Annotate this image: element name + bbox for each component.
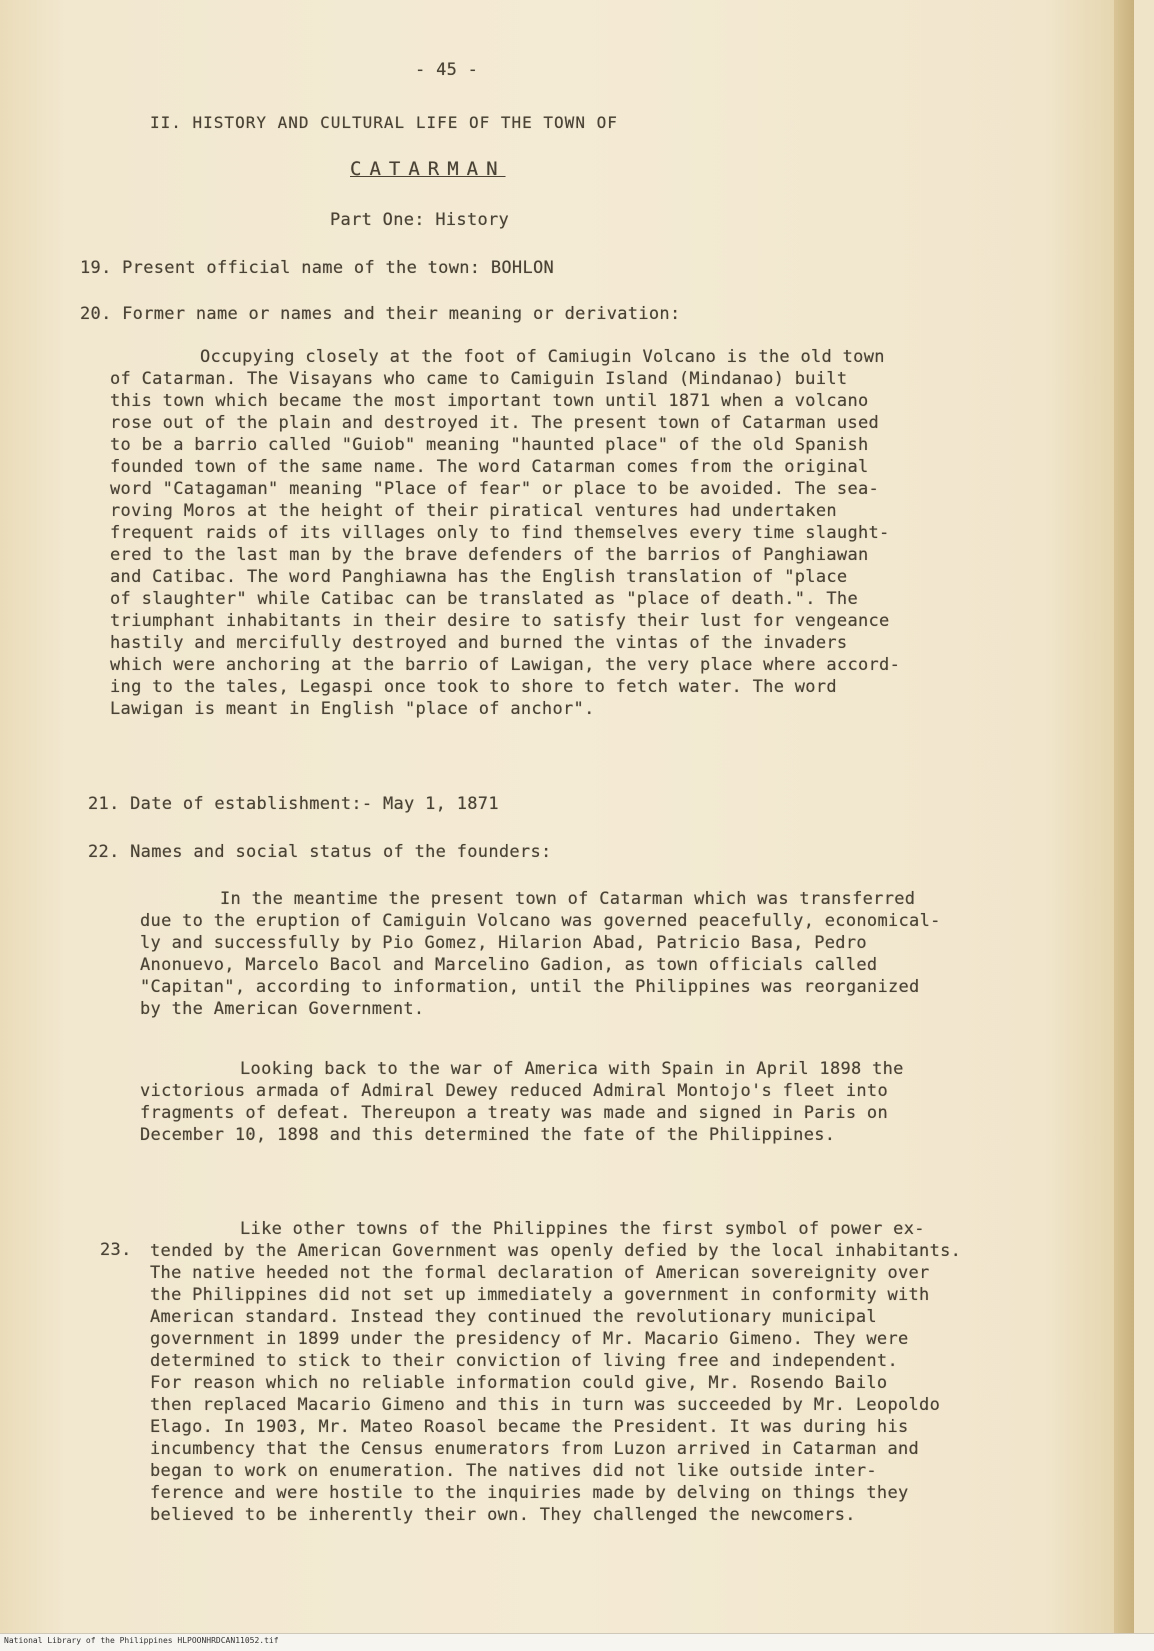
page-number: - 45 - bbox=[415, 60, 479, 80]
paragraph-line: December 10, 1898 and this determined the fate of the Philippines. bbox=[140, 1125, 836, 1145]
paragraph-line: determined to stick to their conviction of living free and independent. bbox=[150, 1351, 898, 1371]
paragraph-line: of Catarman. The Visayans who came to Camiguin Island (Mindanao) built bbox=[110, 369, 848, 389]
question-19: 19. Present official name of the town: BOHLON bbox=[80, 258, 555, 278]
paragraph-line: victorious armada of Admiral Dewey reduced Admiral Montojo's fleet into bbox=[140, 1081, 888, 1101]
paragraph-22b bbox=[140, 1058, 1100, 1146]
paragraph-line: and Catibac. The word Panghiawna has the English translation of "place bbox=[110, 567, 848, 587]
paragraph-22 bbox=[140, 888, 1100, 1020]
section-heading: II. HISTORY AND CULTURAL LIFE OF THE TOWN OF bbox=[150, 113, 618, 132]
paragraph-line: due to the eruption of Camiguin Volcano was governed peacefully, economical- bbox=[140, 911, 941, 931]
paragraph-line: Occupying closely at the foot of Camiugin Volcano is the old town bbox=[200, 347, 885, 367]
question-21: 21. Date of establishment:- May 1, 1871 bbox=[88, 794, 499, 814]
town-title: CATARMAN bbox=[350, 158, 506, 180]
paragraph-line: tended by the American Government was openly defied by the local inhabitants. bbox=[150, 1241, 962, 1261]
paragraph-line: Elago. In 1903, Mr. Mateo Roasol became the President. It was during his bbox=[150, 1417, 909, 1437]
paragraph-line: by the American Government. bbox=[140, 999, 425, 1019]
paragraph-line: incumbency that the Census enumerators from Luzon arrived in Catarman and bbox=[150, 1439, 920, 1459]
paragraph-line: began to work on enumeration. The natives did not like outside inter- bbox=[150, 1461, 877, 1481]
paragraph-23 bbox=[150, 1218, 1110, 1526]
paragraph-line: which were anchoring at the barrio of Lawigan, the very place where accord- bbox=[110, 655, 901, 675]
page-edge bbox=[1114, 0, 1134, 1633]
paragraph-line: then replaced Macario Gimeno and this in turn was succeeded by Mr. Leopoldo bbox=[150, 1395, 941, 1415]
scan-footer bbox=[0, 1633, 1154, 1651]
paragraph-line: frequent raids of its villages only to find themselves every time slaught- bbox=[110, 523, 890, 543]
part-title: Part One: History bbox=[330, 210, 510, 230]
paragraph-line: Lawigan is meant in English "place of anchor". bbox=[110, 699, 595, 719]
paragraph-line: ered to the last man by the brave defenders of the barrios of Panghiawan bbox=[110, 545, 869, 565]
paragraph-line: In the meantime the present town of Catarman which was transferred bbox=[220, 889, 916, 909]
paragraph-line: the Philippines did not set up immediately a government in conformity with bbox=[150, 1285, 930, 1305]
paragraph-line: believed to be inherently their own. They challenged the newcomers. bbox=[150, 1505, 856, 1525]
question-23-number: 23. bbox=[100, 1240, 132, 1260]
paragraph-line: to be a barrio called "Guiob" meaning "haunted place" of the old Spanish bbox=[110, 435, 869, 455]
paragraph-line: Like other towns of the Philippines the first symbol of power ex- bbox=[240, 1219, 925, 1239]
paragraph-line: this town which became the most important town until 1871 when a volcano bbox=[110, 391, 869, 411]
paragraph-line: hastily and mercifully destroyed and burned the vintas of the invaders bbox=[110, 633, 848, 653]
paragraph-line: ly and successfully by Pio Gomez, Hilarion Abad, Patricio Basa, Pedro bbox=[140, 933, 867, 953]
paragraph-line: ing to the tales, Legaspi once took to shore to fetch water. The word bbox=[110, 677, 837, 697]
paragraph-line: American standard. Instead they continued the revolutionary municipal bbox=[150, 1307, 877, 1327]
paragraph-line: rose out of the plain and destroyed it. The present town of Catarman used bbox=[110, 413, 880, 433]
paragraph-line: "Capitan", according to information, until the Philippines was reorganized bbox=[140, 977, 920, 997]
paragraph-line: For reason which no reliable information could give, Mr. Rosendo Bailo bbox=[150, 1373, 888, 1393]
question-20: 20. Former name or names and their meaning or derivation: bbox=[80, 304, 681, 324]
paragraph-line: word "Catagaman" meaning "Place of fear" or place to be avoided. The sea- bbox=[110, 479, 880, 499]
paragraph-line: Anonuevo, Marcelo Bacol and Marcelino Gadion, as town officials called bbox=[140, 955, 878, 975]
footer-caption: National Library of the Philippines HLPOONHRDCAN11052.tif bbox=[4, 1636, 279, 1645]
paragraph-line: ference and were hostile to the inquiries made by delving on things they bbox=[150, 1483, 909, 1503]
paragraph-line: roving Moros at the height of their piratical ventures had undertaken bbox=[110, 501, 837, 521]
paragraph-line: fragments of defeat. Thereupon a treaty was made and signed in Paris on bbox=[140, 1103, 888, 1123]
paragraph-line: Looking back to the war of America with Spain in April 1898 the bbox=[240, 1059, 904, 1079]
paragraph-line: The native heeded not the formal declaration of American sovereignity over bbox=[150, 1263, 930, 1283]
paragraph-line: founded town of the same name. The word Catarman comes from the original bbox=[110, 457, 869, 477]
paragraph-line: of slaughter" while Catibac can be translated as "place of death.". The bbox=[110, 589, 858, 609]
paragraph-line: triumphant inhabitants in their desire to satisfy their lust for vengeance bbox=[110, 611, 890, 631]
question-22: 22. Names and social status of the founders: bbox=[88, 842, 552, 862]
paragraph-20 bbox=[110, 346, 1070, 720]
paragraph-line: government in 1899 under the presidency of Mr. Macario Gimeno. They were bbox=[150, 1329, 909, 1349]
